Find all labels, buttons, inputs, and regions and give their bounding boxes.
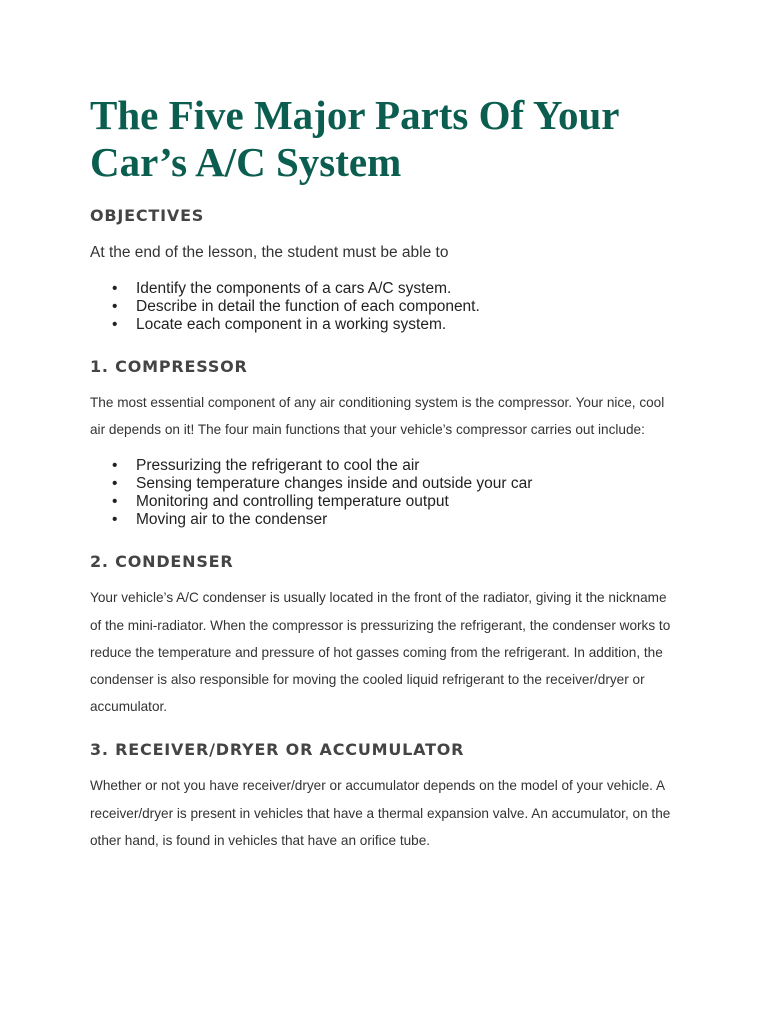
receiver-heading: 3. RECEIVER/DRYER OR ACCUMULATOR xyxy=(90,740,465,760)
objectives-heading: OBJECTIVES xyxy=(90,206,205,225)
document-page xyxy=(90,92,680,854)
list-item: • Pressurizing the refrigerant to cool the air xyxy=(136,457,680,475)
compressor-heading: 1. COMPRESSOR xyxy=(90,357,248,376)
list-item: • Locate each component in a working system. xyxy=(136,316,680,334)
list-item: • Monitoring and controlling temperature output xyxy=(136,493,680,511)
receiver-paragraph: Whether or not you have receiver/dryer or accumulator depends on the model of your vehicle. A receiver/dryer is present in vehicles that have a thermal expansion valve. An accumulator, on the other hand, is found in vehicles that have an orifice tube. xyxy=(90,778,671,848)
condenser-paragraph: Your vehicle’s A/C condenser is usually located in the front of the radiator, giving it the nickname of the mini-radiator. When the compressor is pressurizing the refrigerant, the condenser works to reduce the temperature and pressure of hot gasses coming from the refrigerant. In addition, the condenser is also responsible for moving the cooled liquid refrigerant to the receiver/dryer or accumulator. xyxy=(90,590,671,715)
objectives-intro: At the end of the lesson, the student must be able to xyxy=(90,244,449,261)
page-title: The Five Major Parts Of Your Car’s A/C System xyxy=(90,92,619,185)
list-item: • Moving air to the condenser xyxy=(136,511,680,529)
list-item: • Describe in detail the function of each component. xyxy=(136,298,680,316)
list-item: • Sensing temperature changes inside and outside your car xyxy=(136,475,680,493)
compressor-paragraph: The most essential component of any air conditioning system is the compressor. Your nice, cool air depends on it! The four main functions that your vehicle’s compressor carries out include: xyxy=(90,395,665,438)
compressor-functions-list xyxy=(90,457,680,529)
objectives-list xyxy=(90,280,680,334)
list-item: • Identify the components of a cars A/C system. xyxy=(136,280,680,298)
condenser-heading: 2. CONDENSER xyxy=(90,552,234,572)
